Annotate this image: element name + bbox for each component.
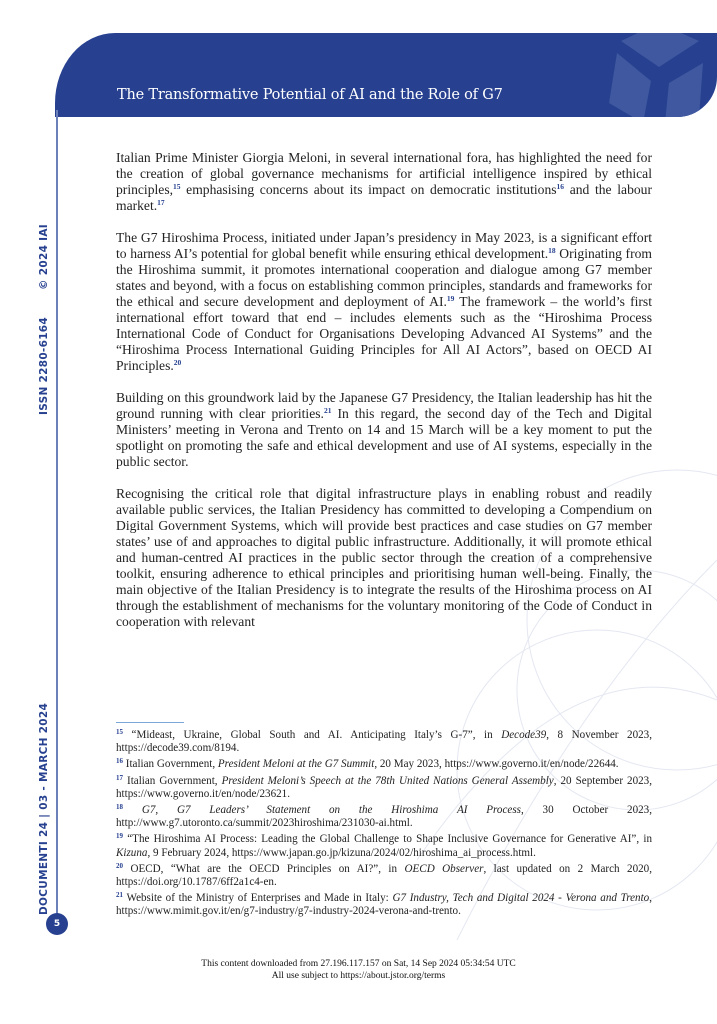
paragraph bbox=[116, 150, 652, 214]
text-run: , 8 November 2023, https://decode39.com/8194. bbox=[116, 729, 652, 755]
footnote-ref[interactable]: 19 bbox=[116, 832, 123, 841]
text-run: and the labour market. bbox=[116, 182, 652, 213]
footnote-ref[interactable]: 17 bbox=[157, 198, 165, 207]
text-run: “The Hiroshima AI Process: Leading the Global Challenge to Shape Inclusive Governance for Generative AI”, in bbox=[123, 833, 652, 846]
text-run: “Mideast, Ukraine, Global South and AI. Anticipating Italy’s G-7”, in bbox=[123, 729, 502, 741]
text-run: Italian Prime Minister Giorgia Meloni, in several international fora, has highlighted the need for the creation of global governance mechanisms for artificial intelligence inspired by ethical principles, bbox=[116, 150, 652, 197]
footnote-separator bbox=[116, 722, 184, 723]
footnote-ref[interactable]: 16 bbox=[556, 182, 565, 191]
footnote-ref[interactable]: 16 bbox=[116, 757, 123, 766]
download-footer bbox=[0, 958, 717, 982]
footnote bbox=[116, 729, 652, 755]
footnote-ref[interactable]: 21 bbox=[116, 891, 123, 900]
footnote-ref[interactable]: 15 bbox=[116, 728, 123, 736]
text-run: President Meloni’s Speech at the 78th United Nations General Assembly bbox=[221, 774, 554, 787]
main-text bbox=[116, 150, 652, 646]
text-run: OECD Observer bbox=[404, 862, 484, 875]
terms-notice: All use subject to https://about.jstor.org/terms bbox=[271, 971, 446, 981]
text-run: OECD, “What are the OECD Principles on AI?”, in bbox=[123, 862, 405, 875]
text-run: Recognising the critical role that digital infrastructure plays in enabling robust and readily available public services, the Italian Presidency has committed to developing a Compendium on Digital Government Systems, which will provide best practices and case studies on G7 member states’ use of and approaches to digital public infrastructure. Additionally, it will promote ethical and human-centred AI practices in the public sector through the creation of a comprehensive toolkit, ensuring adherence to ethical principles and prioritising human well-being. Finally, the main objective of the Italian Presidency is to integrate the results of the Hiroshima process on AI through the establishment of mechanisms for the voluntary monitoring of the Code of Conduct in cooperation with relevant bbox=[116, 486, 652, 629]
text-run: emphasising concerns about its impact on democratic institutions bbox=[180, 182, 557, 197]
paragraph bbox=[116, 230, 652, 374]
text-run: Decode39 bbox=[501, 729, 547, 741]
text-run: Italian Government, bbox=[123, 774, 222, 787]
header-band bbox=[55, 33, 717, 117]
footnote bbox=[116, 775, 652, 801]
page-number: 5 bbox=[46, 913, 68, 935]
footnote-ref[interactable]: 17 bbox=[116, 773, 123, 782]
download-notice: This content downloaded from 27.196.117.157 on Sat, 14 Sep 2024 05:34:54 UTC bbox=[201, 959, 516, 969]
text-run: G7, G7 Leaders’ Statement on the Hiroshima AI Process bbox=[141, 804, 521, 817]
footnote bbox=[116, 804, 652, 830]
footnote-ref[interactable]: 15 bbox=[173, 182, 181, 191]
footnote bbox=[116, 863, 652, 889]
text-run: G7 Industry, Tech and Digital 2024 - Verona and Trento bbox=[392, 892, 650, 905]
running-title: The Transformative Potential of AI and the Role of G7 bbox=[117, 87, 503, 103]
issn-label: ISSN 2280-6164 bbox=[38, 316, 50, 415]
text-run: , 20 May 2023, https://www.governo.it/en/node/22644. bbox=[374, 758, 619, 771]
text-run: , https://www.mimit.gov.it/en/g7-industry/g7-industry-2024-verona-and-trento. bbox=[116, 892, 652, 918]
paragraph bbox=[116, 390, 652, 470]
text-run: The framework – the world’s first international effort toward that end – includes elements such as the “Hiroshima Process International Code of Conduct for Organisations Developing Advanced AI Systems” and the “Hiroshima Process International Guiding Principles for All AI Actors”, based on OECD AI Principles. bbox=[116, 294, 652, 373]
text-run: , last updated on 2 March 2020, https://doi.org/10.1787/6ff2a1c4-en. bbox=[116, 862, 652, 889]
text-run: Kizuna bbox=[116, 846, 148, 859]
text-run: , 9 February 2024, https://www.japan.go.jp/kizuna/2024/02/hiroshima_ai_process.html. bbox=[147, 846, 536, 859]
sidebar-rule bbox=[56, 110, 58, 930]
iai-logo-icon bbox=[599, 33, 709, 117]
footnotes bbox=[116, 729, 652, 922]
footnote-ref[interactable]: 21 bbox=[323, 406, 332, 415]
footnote-ref[interactable]: 20 bbox=[116, 861, 123, 870]
text-run: The G7 Hiroshima Process, initiated under Japan’s presidency in May 2023, is a significant effort to harness AI’s potential for global benefit while ensuring ethical development. bbox=[116, 230, 652, 261]
text-run: Website of the Ministry of Enterprises and Made in Italy: bbox=[123, 892, 393, 905]
footnote bbox=[116, 758, 652, 771]
series-label: DOCUMENTI 24 | 03 - MARCH 2024 bbox=[38, 702, 50, 915]
footnote-ref[interactable]: 20 bbox=[173, 358, 182, 367]
text-run: In this regard, the second day of the Tech and Digital Ministers’ meeting in Verona and Trento on 14 and 15 March will be a key moment to put the spotlight on promoting the safe and ethical development and use of AI systems, especially in the public sector. bbox=[116, 406, 652, 469]
footnote bbox=[116, 892, 652, 918]
copyright-label: © 2024 IAI bbox=[38, 224, 50, 290]
footnote bbox=[116, 833, 652, 859]
text-run: , 30 October 2023, http://www.g7.utoronto.ca/summit/2023hiroshima/231030-ai.html. bbox=[116, 804, 652, 830]
footnote-ref[interactable]: 18 bbox=[116, 803, 123, 812]
text-run: Italian Government, bbox=[123, 758, 218, 771]
footnote-ref[interactable]: 18 bbox=[548, 246, 556, 255]
text-run: President Meloni at the G7 Summit bbox=[217, 758, 375, 771]
text-run bbox=[123, 804, 142, 816]
text-run: Building on this groundwork laid by the Japanese G7 Presidency, the Italian leadership has hit the ground running with clear priorities. bbox=[116, 390, 652, 421]
text-run: Originating from the Hiroshima summit, it promotes international cooperation and dialogue among G7 member states and beyond, with a focus on establishing common principles, standards and frameworks for the ethical and secure development and deployment of AI. bbox=[116, 246, 652, 309]
text-run: , 20 September 2023, https://www.governo.it/en/node/23621. bbox=[116, 774, 652, 800]
footnote-ref[interactable]: 19 bbox=[446, 294, 455, 303]
paragraph bbox=[116, 486, 652, 630]
